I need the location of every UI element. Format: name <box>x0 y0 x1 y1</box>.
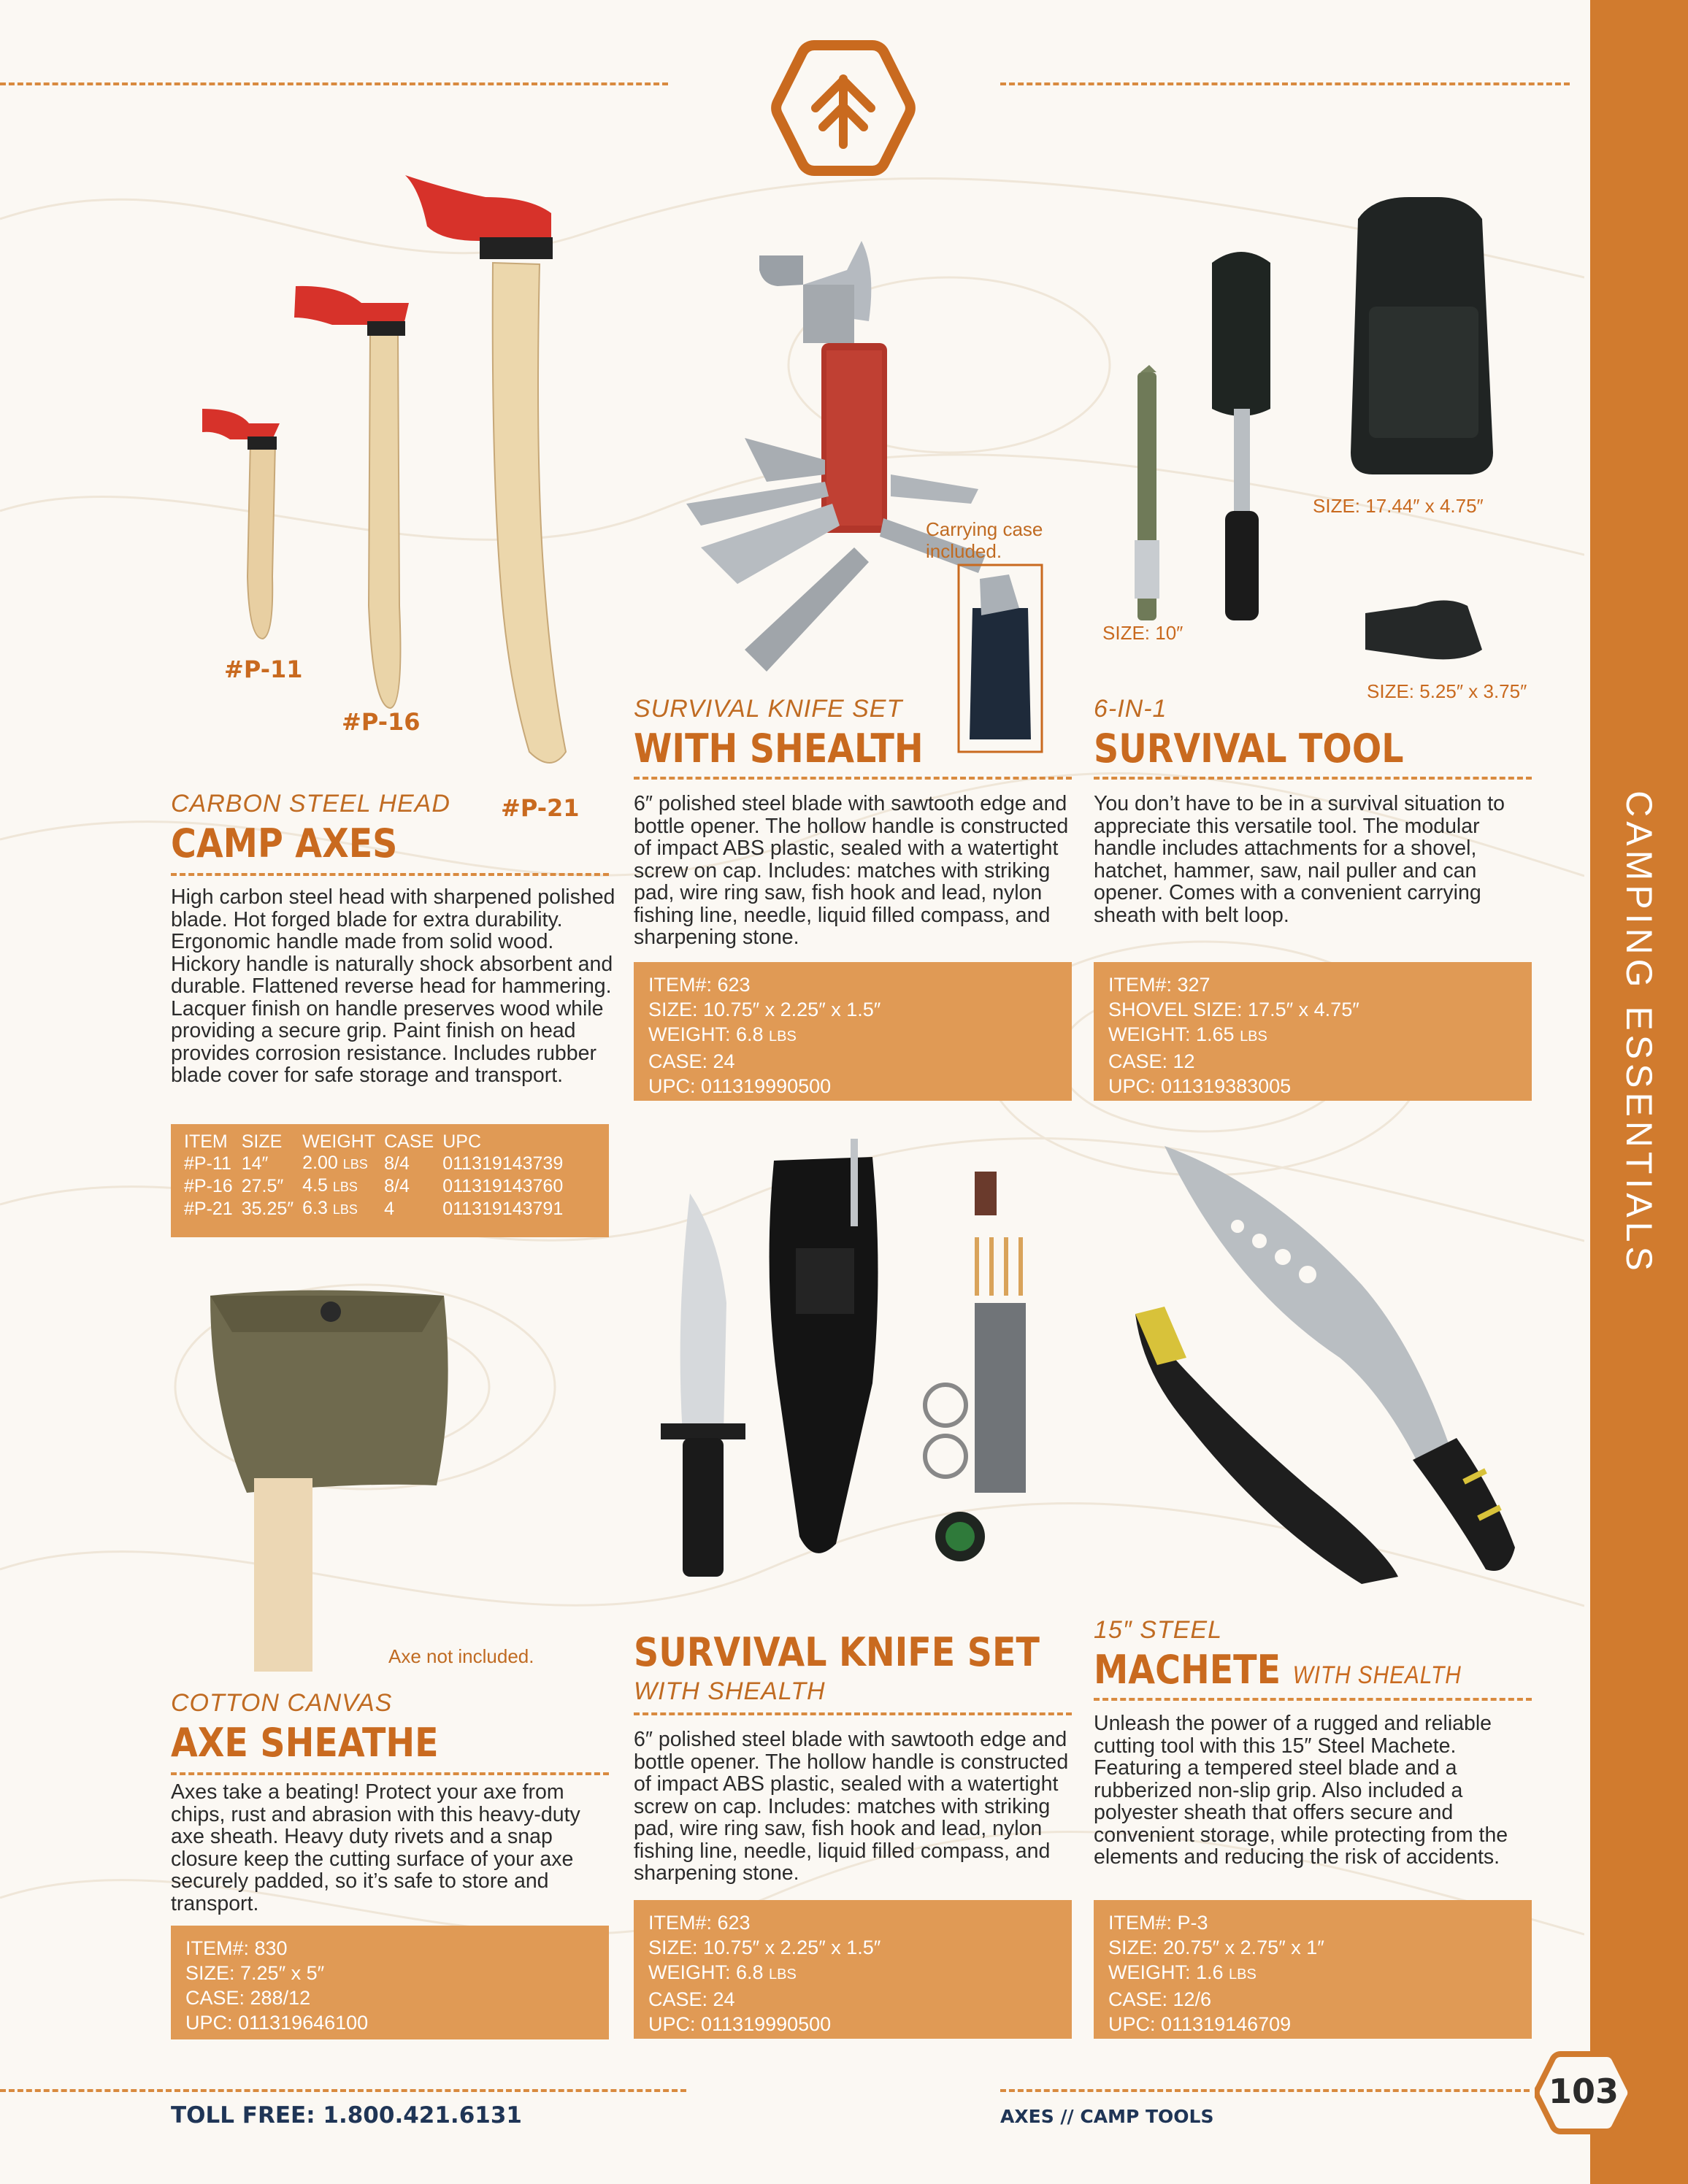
table-cell <box>302 1198 384 1220</box>
shovel-size-note: SIZE: 17.44″ x 4.75″ <box>1313 495 1484 517</box>
weight-value: 4.5 <box>302 1175 328 1196</box>
brand-logo-icon <box>770 35 916 181</box>
table-header: CASE <box>384 1131 434 1152</box>
footer-divider-right <box>1000 2089 1530 2092</box>
spec-case: CASE: 24 <box>648 1050 735 1072</box>
top-divider-right <box>1000 82 1570 85</box>
table-cell <box>302 1175 384 1198</box>
camp-axes-description: High carbon steel head with sharpened polished blade. Hot forged blade for extra durability. Ergonomic handle made from solid wood. Hickory handle is naturally shock absorbent and durable. Flattened reverse head for hammering. Lacquer finish on handle preserves wood while providing a secure grip. Paint finish on head provides corrosion resistance. Includes rubber blade cover for safe storage and transport. <box>171 885 615 1087</box>
machete-title-suffix: WITH SHEALTH <box>1292 1661 1462 1689</box>
table-cell: 011319143791 <box>442 1199 564 1219</box>
table-header: ITEM <box>184 1131 228 1152</box>
knife-set-subtitle: WITH SHEALTH <box>634 1677 826 1705</box>
survival-tool-spec-box <box>1094 962 1532 1101</box>
multitool-category: SURVIVAL KNIFE SET <box>634 695 903 723</box>
spec-weight: WEIGHT: 6.8 LBS <box>648 1961 797 1983</box>
machete-category: 15″ STEEL <box>1094 1616 1223 1644</box>
table-header: UPC <box>442 1131 482 1152</box>
axe-label-p16: #P-16 <box>342 708 421 736</box>
spec-upc: UPC: 011319990500 <box>648 2013 832 2035</box>
survival-tool-image <box>1124 197 1511 672</box>
survival-tool-divider <box>1094 777 1532 780</box>
spec-weight: WEIGHT: 6.8 LBS <box>648 1023 797 1045</box>
table-cell: 4 <box>384 1199 395 1219</box>
survival-tool-category: 6-IN-1 <box>1094 695 1167 723</box>
axe-label-p21: #P-21 <box>501 794 580 822</box>
weight-value: 2.00 <box>302 1153 338 1173</box>
axe-sheathe-spec-box <box>171 1926 609 2039</box>
axe-sheathe-description: Axes take a beating! Protect your axe from chips, rust and abrasion with this heavy-duty axe sheath. Heavy duty rivets and a snap closure keep the cutting surface of your axe securely padded, so it’s safe to store and transport. <box>171 1780 580 1915</box>
machete-title: MACHETE WITH SHEALTH <box>1094 1647 1462 1693</box>
multitool-image <box>672 241 1008 679</box>
spec-case: CASE: 24 <box>648 1988 735 2010</box>
axe-not-included-note: Axe not included. <box>388 1645 534 1667</box>
weight-unit: LBS <box>342 1157 368 1172</box>
spec-upc: UPC: 011319990500 <box>648 1075 832 1097</box>
table-cell: 14″ <box>241 1153 269 1174</box>
table-cell: #P-11 <box>184 1153 231 1174</box>
spec-size: SIZE: 7.25″ x 5″ <box>185 1962 325 1984</box>
knife-set-spec-box <box>634 1900 1072 2039</box>
spec-item: ITEM#: 830 <box>185 1937 288 1959</box>
table-row <box>184 1175 572 1198</box>
machete-divider <box>1094 1698 1532 1701</box>
multitool-divider <box>634 777 1072 780</box>
top-divider-left <box>0 82 668 85</box>
hatchet-size-note: SIZE: 5.25″ x 3.75″ <box>1367 680 1527 702</box>
table-header: SIZE <box>241 1131 283 1152</box>
multitool-title: WITH SHEALTH <box>634 726 924 772</box>
spec-case: CASE: 288/12 <box>185 1987 311 2009</box>
spec-item: ITEM#: P-3 <box>1108 1912 1208 1934</box>
section-label: AXES // CAMP TOOLS <box>1000 2106 1214 2127</box>
spec-size: SIZE: 10.75″ x 2.25″ x 1.5″ <box>648 1937 881 1958</box>
spec-item: ITEM#: 623 <box>648 974 751 996</box>
spec-upc: UPC: 011319383005 <box>1108 1075 1292 1097</box>
saw-size-note: SIZE: 10″ <box>1102 622 1183 644</box>
machete-spec-box <box>1094 1900 1532 2039</box>
spec-weight: WEIGHT: 1.65 LBS <box>1108 1023 1267 1045</box>
spec-item: ITEM#: 623 <box>648 1912 751 1934</box>
camp-axes-divider <box>171 873 609 876</box>
camp-axes-spec-table <box>171 1124 609 1237</box>
survival-tool-description: You don’t have to be in a survival situation to appreciate this versatile tool. The modular handle includes attachments for a shovel, hatchet, hammer, saw, nail puller and can opener. Comes with a convenient carrying sheath with belt loop. <box>1094 792 1505 927</box>
axe-sheathe-image <box>203 1288 459 1675</box>
knife-set-title: SURVIVAL KNIFE SET <box>634 1629 1040 1675</box>
table-cell: #P-21 <box>184 1199 233 1219</box>
spec-case: CASE: 12 <box>1108 1050 1195 1072</box>
spec-upc: UPC: 011319146709 <box>1108 2013 1292 2035</box>
axe-sheathe-title: AXE SHEATHE <box>171 1720 439 1766</box>
weight-unit: LBS <box>332 1202 358 1217</box>
spec-size: SIZE: 20.75″ x 2.75″ x 1″ <box>1108 1937 1324 1958</box>
table-row <box>184 1153 572 1175</box>
survival-tool-title: SURVIVAL TOOL <box>1094 726 1404 772</box>
camp-axes-title: CAMP AXES <box>171 820 398 866</box>
footer-divider-left <box>0 2089 686 2092</box>
machete-image <box>1121 1139 1530 1606</box>
table-cell: 27.5″ <box>241 1176 284 1196</box>
table-header: WEIGHT <box>302 1131 376 1152</box>
axe-sheathe-divider <box>171 1772 609 1775</box>
table-cell: 8/4 <box>384 1153 410 1174</box>
table-cell: 35.25″ <box>241 1199 294 1219</box>
table-cell: #P-16 <box>184 1176 233 1196</box>
multitool-spec-box <box>634 962 1072 1101</box>
spec-size: SHOVEL SIZE: 17.5″ x 4.75″ <box>1108 999 1359 1020</box>
spec-upc: UPC: 011319646100 <box>185 2012 369 2034</box>
table-cell: 011319143739 <box>442 1153 564 1174</box>
weight-unit: LBS <box>332 1180 358 1194</box>
page-number: 103 <box>1548 2072 1619 2111</box>
table-cell: 8/4 <box>384 1176 410 1196</box>
toll-free-number: TOLL FREE: 1.800.421.6131 <box>171 2102 522 2129</box>
axe-sheathe-category: COTTON CANVAS <box>171 1689 393 1717</box>
multitool-description: 6″ polished steel blade with sawtooth edge and bottle opener. The hollow handle is constructed of impact ABS plastic, sealed with a watertight screw on cap. Includes: matches with striking pad, wire ring saw, fish hook and lead, nylon fishing line, needle, liquid filled compass, and sharpening stone. <box>634 792 1069 949</box>
table-cell: 011319143760 <box>442 1176 564 1196</box>
survival-knife-set-image <box>653 1128 1048 1595</box>
camp-axes-image <box>186 168 595 781</box>
camp-axes-category: CARBON STEEL HEAD <box>171 790 450 818</box>
spec-size: SIZE: 10.75″ x 2.25″ x 1.5″ <box>648 999 881 1020</box>
machete-description: Unleash the power of a rugged and reliable cutting tool with this 15″ Steel Machete. Featuring a tempered steel blade and a rubberized non-slip grip. Also included a polyester sheath that offers secure and convenient storage, while protecting from the elements and reducing the risk of accidents. <box>1094 1712 1508 1869</box>
knife-set-description: 6″ polished steel blade with sawtooth edge and bottle opener. The hollow handle is constructed of impact ABS plastic, sealed with a watertight screw on cap. Includes: matches with striking pad, wire ring saw, fish hook and lead, nylon fishing line, needle, liquid filled compass, and sharpening stone. <box>634 1728 1069 1885</box>
carrying-case-note: Carrying case included. <box>926 518 1043 562</box>
spec-weight: WEIGHT: 1.6 LBS <box>1108 1961 1257 1983</box>
table-row <box>184 1198 572 1220</box>
weight-value: 6.3 <box>302 1198 328 1218</box>
spec-case: CASE: 12/6 <box>1108 1988 1212 2010</box>
table-header-row <box>184 1131 572 1153</box>
axe-label-p11: #P-11 <box>224 655 303 683</box>
spec-item: ITEM#: 327 <box>1108 974 1211 996</box>
table-cell <box>302 1153 384 1175</box>
carrying-case-image <box>958 564 1043 753</box>
knife-set-divider <box>634 1712 1072 1715</box>
